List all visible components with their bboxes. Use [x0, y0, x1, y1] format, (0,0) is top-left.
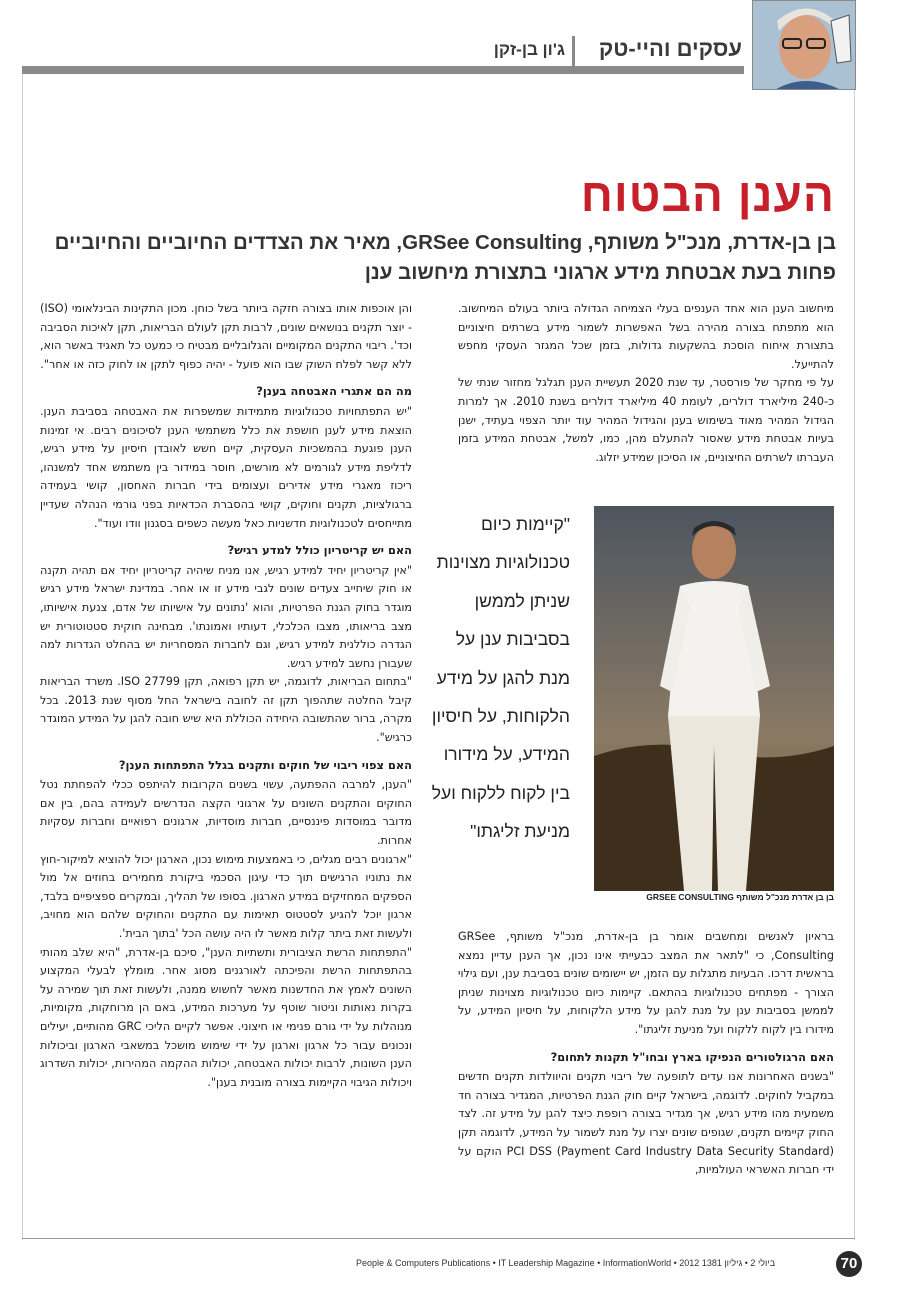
page-right-rule	[854, 90, 855, 1240]
section-heading: מה הם אתגרי האבטחה בענן?	[256, 384, 412, 399]
page-left-rule	[22, 74, 23, 1240]
pull-quote: "קיימות כיום טכנולוגיות מצוינות שניתן לממשן בסביבות ענן על מנת להגן על מידע הלקוחות, על חיסיון המידע, על מידורו בין לקוח ללקוח ועל מניעת זליגתו"	[431, 514, 570, 842]
author-photo	[594, 506, 834, 891]
page-number: 70	[836, 1251, 862, 1277]
paragraph: "הענן, למרבה ההפתעה, עשוי בשנים הקרובות להיתפס ככלי להפחתת נטל החוקים והתקנים השונים על ארגוני הקצה הנדרשים לעמידה בהם, בין אם מדובר במוסדות פיננסיים, חברות מוסדיות, ארגונים רפואיים וחברות עסקיות אחרות.	[40, 778, 412, 848]
section-heading: האם הרגולטורים הנפיקו בארץ ובחו"ל תקנות לתחום?	[550, 1049, 834, 1064]
section-label: עסקים והיי-טק	[598, 36, 742, 61]
photo-caption: בן בן אדרת מנכ"ל משותף GRSEE CONSULTING	[646, 892, 834, 902]
section-separator	[572, 36, 575, 66]
paragraph: "אין קריטריון יחיד למידע רגיש, אנו מניח שיהיה קריטריון יחיד אם תהיה תקנה או חוק שיחייב צעדים שונים לגבי מידע זו או אחר. במדינת ישראל מידע רגיש מוגדר בחוק הגנת הפרטיות, והוא 'נתונים על אישיותו של אדם, צנעת אישיותו, מצב בריאותו, מצבו הכלכלי, דעותיו ואמונתו'. מבחינה חוקית סטטוטורית יש הגדרה כוללנית למידע רגיש, וגם לחברות המסחריות יש בהחלט הגדרות למה שעבורן נחשב למידע רגיש.	[40, 563, 412, 670]
columnist-name: ג'ון בן-זקן	[493, 40, 565, 59]
article-title: הענן הבטוח	[580, 169, 835, 221]
article-subtitle: בן בן-אדרת, מנכ"ל משותף, GRSee Consulting, מאיר את הצדדים החיוביים והחיוביים פחות בעת אבטחת מידע ארגוני בתצורת מיחשוב ענן	[54, 231, 836, 284]
paragraph: מיחשוב הענן הוא אחד הענפים בעלי הצמיחה הגדולה ביותר בעולם המיחשוב. הוא מתפתח בצורה מהירה בשל האפשרות לשמור מידע בשרתים חיצוניים בתצורת איחוח הוסכת בהשקעות גדולות, בזמן שכל המגזר העסקי מחפש להתייעל.	[458, 302, 834, 371]
paragraph: "התפתחות הרשת הציבורית ותשתיות הענן", סיכם בן-אדרת, "היא שלב מהותי בהתפתחות הרשת והפיכתה לאורגנים מסוג אחר. מומלץ לבעלי המקצוע השונים לאמץ את החדשנות מאשר לחשוש ממנה, ולעשות זאת תוך שמירה על בקרות נאותות וניטור שוטף על מערכות המידע, באם הן מרוחקות, מקומיות, מנוהלות על ידי גורם פנימי או חיצוני. אפשר לקיים הליכי GRC מהותיים, יעילים ונכונים עבור כל ארגון וארגון על ידי שימוש מושכל במשאבי הארגון וביכולות הענן השונות, לרבות יכולות האבטחה, יכולות ההקמה המהירות, יכולות השדרוג ויכולות הגיבוי הקיימות בצורה מובנית בענן".	[40, 945, 412, 1089]
section-heading: האם צפוי ריבוי של חוקים ותקנים בגלל התפתחות הענן?	[118, 757, 412, 772]
columnist-portrait	[752, 0, 856, 90]
right-column-bottom	[458, 928, 834, 1180]
right-column-top	[458, 300, 834, 467]
left-column	[40, 300, 412, 1092]
paragraph: בראיון לאנשים ומחשבים אומר בן בן-אדרת, מנכ"ל משותף, GRSee Consulting, כי "לתאר את המצב כבעייתי אינו נכון, אך הענן עדיין נמצא בראשית דרכו. הבעיות מתגלות עם הזמן, יש יישומים שונים בסביבת ענן, ועם גילוי הצורך - מפתחים טכנולוגיות בהתאם. קיימות כיום טכנולוגיות מצוינות שניתן לממשן בסביבות ענן על מנת להגן על מידע הלקוחות, על חיסיון המידע, על מידורו בין לקוח ללקוח ועל מניעת זליגתו".	[458, 930, 834, 1036]
footer-rule	[22, 1238, 855, 1239]
portrait-photo-icon	[753, 1, 856, 90]
paragraph: על פי מחקר של פורסטר, עד שנת 2020 תעשיית הענן תגלגל מחזור שנתי של כ-240 מיליארד דולרים, לעומת 40 מיליארד דולרים בשנת 2010. אך למרות הגידול המהיר מאוד בשימוש בענן והגידול המהיר עוד יותר הצפוי בעתיד, ישנן בעיות אבטחת מידע שאסור להתעלם מהן, כמו, למשל, אבטחת המידע בזמן העברתו לשרתים החיצוניים, או הסיכון שמידע יזלוג.	[458, 376, 835, 464]
person-photo-icon	[594, 506, 834, 891]
paragraph: "ארגונים רבים מגלים, כי באמצעות מימוש נכון, הארגון יכול להוציא למיקור-חוץ את נתוניו הרגישים תוך כדי עיגון הסכמי ביקורת מחמירים בחוזים אל מול הספקים המחזיקים במידע הארגון. בסופו של תהליך, ובמקרים ספציפיים בלבד, ארגון יוכל להגיע לסטטוס תאימות עם התקנים והחוקים שלהם הוא מחויב, ולעשות זאת ביתר קלות מאשר לו היה עושה הכל 'בתוך הבית'.	[40, 852, 412, 940]
section-heading: האם יש קריטריון כולל למדע רגיש?	[227, 543, 412, 558]
header-rule	[22, 66, 744, 74]
paragraph: והן אוכפות אותו בצורה חזקה ביותר בשל כוחן. מכון התקינות הבינלאומי (ISO) - יוצר תקנים בנושאים שונים, לרבות תקן לעולם הבריאות, תקן לאיכות הסביבה וכד'. ריבוי התקנים המקומיים והגלובליים מבטיח כי כמעט כל תאגיד באשר הוא, ללא קשר לפלח השוק שבו הוא פועל - יהיה כפוף לתקן או לחוק כזה או אחר".	[40, 302, 412, 371]
paragraph: "יש התפתחויות טכנולוגיות מתמידות שמשפרות את האבטחה בסביבת הענן. הוצאת מידע לענן חושפת את כלל משתמשי הענן לסיכונים רבים. אי זמינות הענן פוגעת בהמשכיות העסקית, קיים חשש לאובדן חיסיון על מידע רגיש, לדליפת מידע לגורמים לא מורשים, חוסר במידור בין משתמש אחד למשנהו, ריכוז מאגרי מידע אדירים ועצומים בידי חברות האחסון, קושי בעמידה ברגולציות, תקנים וחוקים, קושי בהסברת הכדאיות בפני גורמי הנהלה שעדיין מתייחסים לטכנולוגיות חדשניות כאל מעשה כשפים בסגנון וודו ועוד".	[40, 404, 412, 530]
footer-publication-info: People & Computers Publications • IT Leadership Magazine • InformationWorld • 2012 ביולי 2 • גיליון 1381	[356, 1258, 776, 1268]
paragraph: "בתחום הבריאות, לדוגמה, יש תקן רפואה, תקן ISO 27799. משרד הבריאות קיבל החלטה שתהפוך תקן זה לחובה בישראל החל מסוף שנת 2013. בכל מקרה, ברור שהתשובה היחידה הכוללת היא שיש חובה להגן על המידע המוגדר כרגיש".	[40, 675, 413, 745]
paragraph: "בשנים האחרונות אנו עדים לתופעה של ריבוי תקנים והיוולדות תקנים חדשים במקביל לחוקים. לדוגמה, בישראל קיים חוק הגנת הפרטיות, המגדיר בצורה חד משמעית מהו מידע רגיש, אך מגדיר בצורה רופפת כיצד להגן על מידע זה. לצד החוק קיימים תקנים, שגופים שונים יצרו על מנת לשמור על המידע, לדוגמה תקן PCI DSS (Payment Card Industry Data Security Standard) הוקם על ידי חברות האשראי העולמיות,	[458, 1070, 834, 1177]
